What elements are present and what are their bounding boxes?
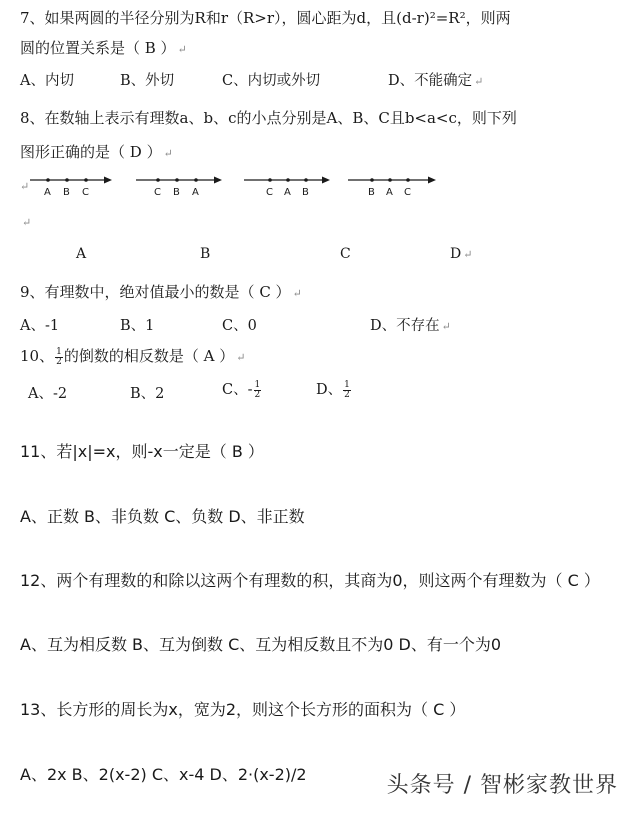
q9-option-d: D、不存在 ↵ — [370, 318, 451, 334]
point-label: C — [266, 187, 273, 198]
point-label: A — [192, 187, 199, 198]
point-label: B — [63, 187, 70, 198]
fraction: $\frac{1}{2}$ — [254, 379, 261, 400]
q13-stem: 13、长方形的周长为x，宽为2，则这个长方形的面积为（ C ） — [20, 700, 466, 719]
paragraph-mark-icon: ↵ — [177, 43, 187, 56]
paragraph-mark-icon: ↵ — [236, 351, 246, 364]
q9-option-b: B、1 — [120, 318, 155, 334]
number-line-figure-d — [348, 173, 436, 203]
point-label: C — [82, 187, 89, 198]
q10-stem: 10、 $\frac{1}{2}$ 的倒数的相反数是（ A ） ↵ — [20, 346, 246, 367]
q13-options: A、2x B、2(x-2) C、x-4 D、2·(x-2)/2 — [20, 765, 307, 784]
q11-stem: 11、若|x|=x，则-x一定是（ B ） — [20, 442, 264, 461]
paragraph-mark-icon: ↵ — [22, 216, 32, 229]
paragraph-mark-icon: ↵ — [441, 320, 451, 333]
figure-caption-a: A — [76, 246, 87, 262]
q10-option-b: B、2 — [130, 386, 165, 402]
q9-option-a: A、-1 — [20, 318, 60, 334]
q8-stem-line1: 8、在数轴上表示有理数a、b、c的小点分别是A、B、C且b<a<c，则下列 — [20, 109, 517, 127]
q11-options: A、正数 B、非负数 C、负数 D、非正数 — [20, 507, 305, 526]
watermark: 头条号 / 智彬家教世界 — [386, 773, 618, 798]
number-line-arrow-icon — [244, 173, 330, 187]
number-line-figure-a — [30, 173, 112, 203]
q12-options: A、互为相反数 B、互为倒数 C、互为相反数且不为0 D、有一个为0 — [20, 635, 502, 654]
paragraph-mark-icon: ↵ — [20, 180, 30, 193]
number-line-arrow-icon — [136, 173, 222, 187]
figure-caption-d: D ↵ — [450, 246, 473, 262]
point-label: A — [386, 187, 393, 198]
point-label: A — [44, 187, 51, 198]
q10-option-a: A、-2 — [28, 386, 68, 402]
q10-option-c: C、- $\frac{1}{2}$ — [222, 379, 261, 400]
q7-option-c: C、内切或外切 — [222, 73, 321, 89]
q7-stem-line2: 圆的位置关系是（ B ） ↵ — [20, 39, 187, 57]
fraction: $\frac{1}{2}$ — [344, 379, 350, 400]
q7-stem-line1: 7、如果两圆的半径分别为R和r（R>r），圆心距为d，且(d-r)²=R²，则两 — [20, 9, 511, 27]
q8-stem-line2: 图形正确的是（ D ） ↵ — [20, 143, 173, 161]
number-line-arrow-icon — [30, 173, 112, 187]
paragraph-mark-icon: ↵ — [163, 147, 173, 160]
q9-stem: 9、有理数中，绝对值最小的数是（ C ） ↵ — [20, 283, 302, 301]
q7-option-a: A、内切 — [20, 73, 74, 89]
paragraph-mark-icon: ↵ — [292, 287, 302, 300]
q12-stem: 12、两个有理数的和除以这两个有理数的积，其商为0，则这两个有理数为（ C ） — [20, 571, 600, 590]
q10-option-d: D、 $\frac{1}{2}$ — [316, 379, 350, 400]
point-label: B — [302, 187, 309, 198]
number-line-figure-b — [136, 173, 222, 203]
point-label: C — [404, 187, 411, 198]
paragraph-mark-icon: ↵ — [474, 75, 484, 88]
point-label: C — [154, 187, 161, 198]
point-label: B — [173, 187, 180, 198]
figure-caption-b: B — [200, 246, 211, 262]
q7-option-b: B、外切 — [120, 73, 175, 89]
point-label: B — [368, 187, 375, 198]
point-label: A — [284, 187, 291, 198]
figure-caption-c: C — [340, 246, 351, 262]
fraction: $\frac{1}{2}$ — [56, 346, 62, 367]
q7-option-d: D、不能确定 ↵ — [388, 73, 484, 89]
paragraph-mark-icon: ↵ — [463, 248, 473, 261]
number-line-arrow-icon — [348, 173, 436, 187]
number-line-figure-c — [244, 173, 330, 203]
q9-option-c: C、0 — [222, 318, 257, 334]
